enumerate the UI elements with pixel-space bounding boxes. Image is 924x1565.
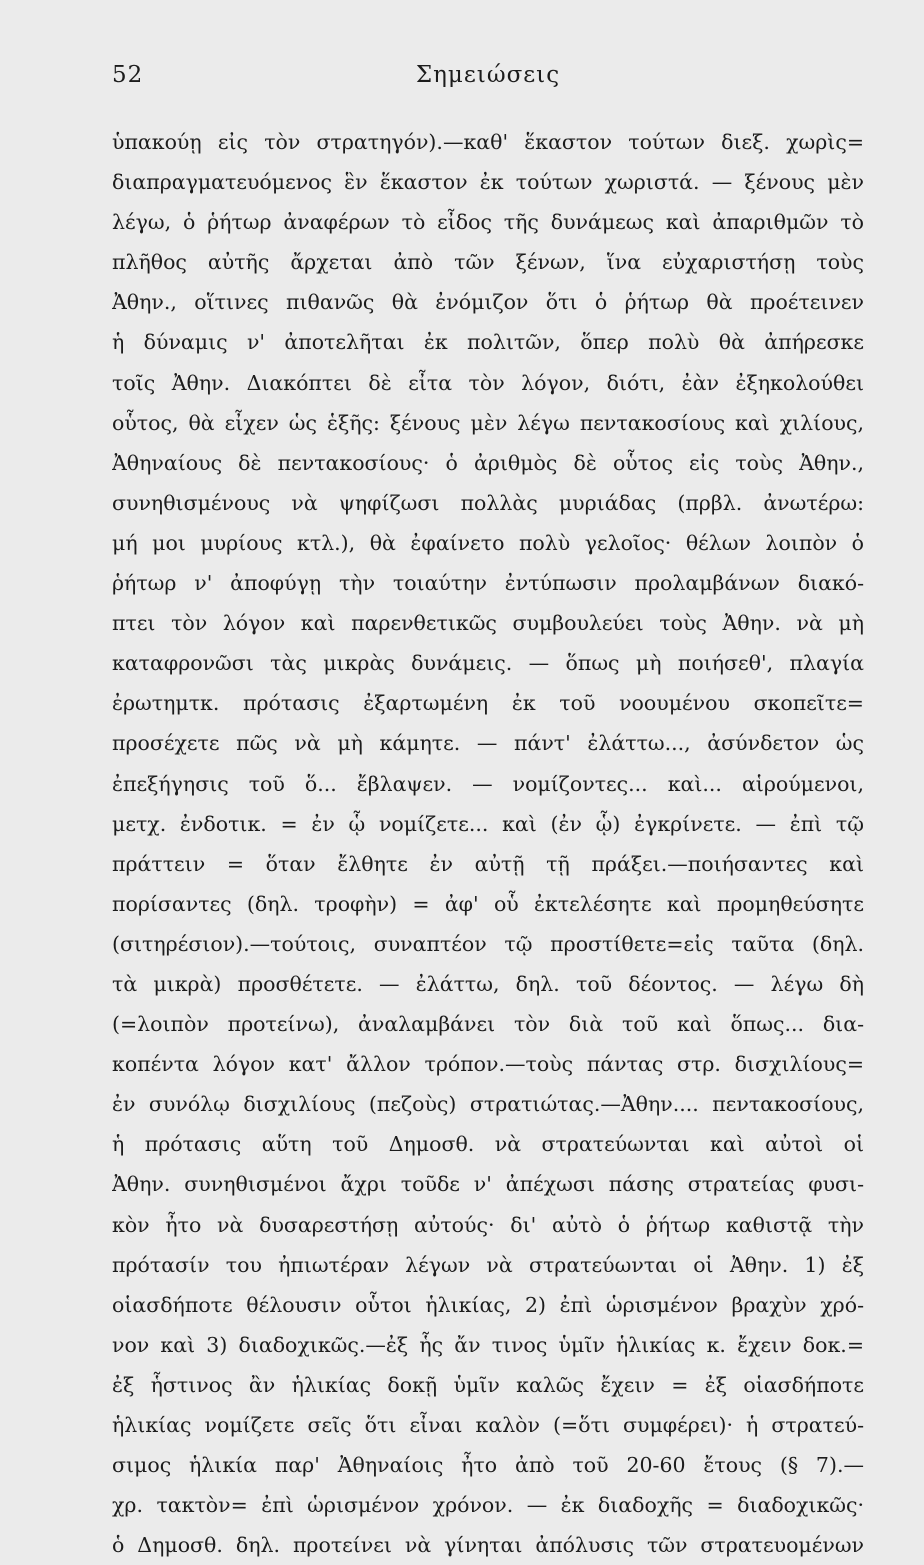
text-line: ἡ πρότασις αὕτη τοῦ Δημοσθ. νὰ στρατεύωνται καὶ αὐτοὶ οἱ xyxy=(112,1132,864,1157)
text-line: καταφρονῶσι τὰς μικρὰς δυνάμεις. — ὅπως μὴ ποιήσεθ', πλαγία xyxy=(112,651,864,676)
text-line: πράττειν = ὅταν ἔλθητε ἐν αὐτῇ τῇ πράξει.—ποιήσαντες καὶ xyxy=(112,851,864,876)
text-line: ἐν συνόλῳ δισχιλίους (πεζοὺς) στρατιώτας.—Ἀθην.... πεντακοσίους, xyxy=(112,1092,864,1117)
text-line: οἱασδήποτε θέλουσιν οὗτοι ἡλικίας, 2) ἐπὶ ὡρισμένον βραχὺν χρό- xyxy=(112,1292,864,1317)
text-line: (=λοιπὸν προτείνω), ἀναλαμβάνει τὸν διὰ τοῦ καὶ ὅπως... δια- xyxy=(112,1012,864,1037)
text-line: πρότασίν του ἠπιωτέραν λέγων νὰ στρατεύωνται οἱ Ἀθην. 1) ἐξ xyxy=(112,1252,864,1277)
text-line: ἡ δύναμις ν' ἀποτελῆται ἐκ πολιτῶν, ὅπερ πολὺ θὰ ἀπήρεσκε xyxy=(112,330,864,355)
text-line: Ἀθην. συνηθισμένοι ἄχρι τοῦδε ν' ἀπέχωσι πάσης στρατείας φυσι- xyxy=(112,1172,864,1197)
text-line: λέγω, ὁ ῥήτωρ ἀναφέρων τὸ εἶδος τῆς δυνάμεως καὶ ἀπαριθμῶν τὸ xyxy=(112,210,864,235)
text-line: ἐξ ἧστινος ἂν ἡλικίας δοκῇ ὑμῖν καλῶς ἔχειν = ἐξ οἱασδήποτε xyxy=(112,1372,864,1397)
text-line: ἐπεξήγησις τοῦ ὅ... ἔβλαψεν. — νομίζοντες... καὶ... αἱρούμενοι, xyxy=(112,771,864,796)
text-line: ὑπακούῃ εἰς τὸν στρατηγόν).—καθ' ἕκαστον τούτων διεξ. χωρὶς= xyxy=(112,130,864,154)
text-line: προσέχετε πῶς νὰ μὴ κάμητε. — πάντ' ἐλάττω..., ἀσύνδετον ὡς xyxy=(112,731,864,756)
running-head: Σημειώσεις xyxy=(415,62,561,88)
page-header xyxy=(112,62,864,96)
text-line: τοῖς Ἀθην. Διακόπτει δὲ εἶτα τὸν λόγον, διότι, ἐὰν ἐξηκολούθει xyxy=(112,370,864,395)
text-line: Ἀθηναίους δὲ πεντακοσίους· ὁ ἀριθμὸς δὲ οὗτος εἰς τοὺς Ἀθην., xyxy=(112,450,864,475)
text-line: κοπέντα λόγον κατ' ἄλλον τρόπον.—τοὺς πάντας στρ. δισχιλίους= xyxy=(112,1052,864,1077)
text-line: οὗτος, θὰ εἶχεν ὡς ἑξῆς: ξένους μὲν λέγω πεντακοσίους καὶ χιλίους, xyxy=(112,410,864,435)
text-line: ἡλικίας νομίζετε σεῖς ὅτι εἶναι καλὸν (=ὅτι συμφέρει)· ἡ στρατεύ- xyxy=(112,1413,864,1437)
text-line: πλῆθος αὐτῆς ἄρχεται ἀπὸ τῶν ξένων, ἵνα εὐχαριστήσῃ τοὺς xyxy=(112,250,864,275)
text-line: νον καὶ 3) διαδοχικῶς.—ἐξ ἧς ἄν τινος ὑμῖν ἡλικίας κ. ἔχειν δοκ.= xyxy=(112,1332,864,1357)
notes-body-text xyxy=(112,122,864,1565)
text-line: κὸν ἦτο νὰ δυσαρεστήσῃ αὐτούς· δι' αὐτὸ ὁ ῥήτωρ καθιστᾷ τὴν xyxy=(112,1212,864,1237)
text-line: συνηθισμένους νὰ ψηφίζωσι πολλὰς μυριάδας (πρβλ. ἀνωτέρω: xyxy=(112,490,864,515)
text-line: (σιτηρέσιον).—τούτοις, συναπτέον τῷ προστίθετε=εἰς ταῦτα (δηλ. xyxy=(112,931,864,956)
text-line: σιμος ἡλικία παρ' Ἀθηναίοις ἦτο ἀπὸ τοῦ 20-60 ἔτους (§ 7).— xyxy=(112,1453,864,1478)
text-line: μετχ. ἐνδοτικ. = ἐν ᾧ νομίζετε... καὶ (ἐν ᾧ) ἐγκρίνετε. — ἐπὶ τῷ xyxy=(112,811,864,836)
page-number: 52 xyxy=(112,62,144,88)
text-line: χρ. τακτὸν= ἐπὶ ὡρισμένον χρόνον. — ἐκ διαδοχῆς = διαδοχικῶς· xyxy=(112,1493,864,1518)
text-line: τὰ μικρὰ) προσθέτετε. — ἐλάττω, δηλ. τοῦ δέοντος. — λέγω δὴ xyxy=(112,971,864,996)
text-line: διαπραγματευόμενος ἓν ἕκαστον ἐκ τούτων χωριστά. — ξένους μὲν xyxy=(112,170,864,195)
text-line: ἐρωτημτκ. πρότασις ἐξαρτωμένη ἐκ τοῦ νοουμένου σκοπεῖτε= xyxy=(112,691,864,716)
text-line: πορίσαντες (δηλ. τροφὴν) = ἀφ' οὗ ἐκτελέσητε καὶ προμηθεύσητε xyxy=(112,891,864,916)
text-line: ῥήτωρ ν' ἀποφύγῃ τὴν τοιαύτην ἐντύπωσιν προλαμβάνων διακό- xyxy=(112,571,864,596)
text-line: Ἀθην., οἵτινες πιθανῶς θὰ ἐνόμιζον ὅτι ὁ ῥήτωρ θὰ προέτεινεν xyxy=(112,290,864,315)
text-line: πτει τὸν λόγον καὶ παρενθετικῶς συμβουλεύει τοὺς Ἀθην. νὰ μὴ xyxy=(112,611,864,636)
text-line: μή μοι μυρίους κτλ.), θὰ ἐφαίνετο πολὺ γελοῖος· θέλων λοιπὸν ὁ xyxy=(112,530,864,555)
text-line: ὁ Δημοσθ. δηλ. προτείνει νὰ γίνηται ἀπόλυσις τῶν στρατευομένων xyxy=(112,1533,864,1558)
